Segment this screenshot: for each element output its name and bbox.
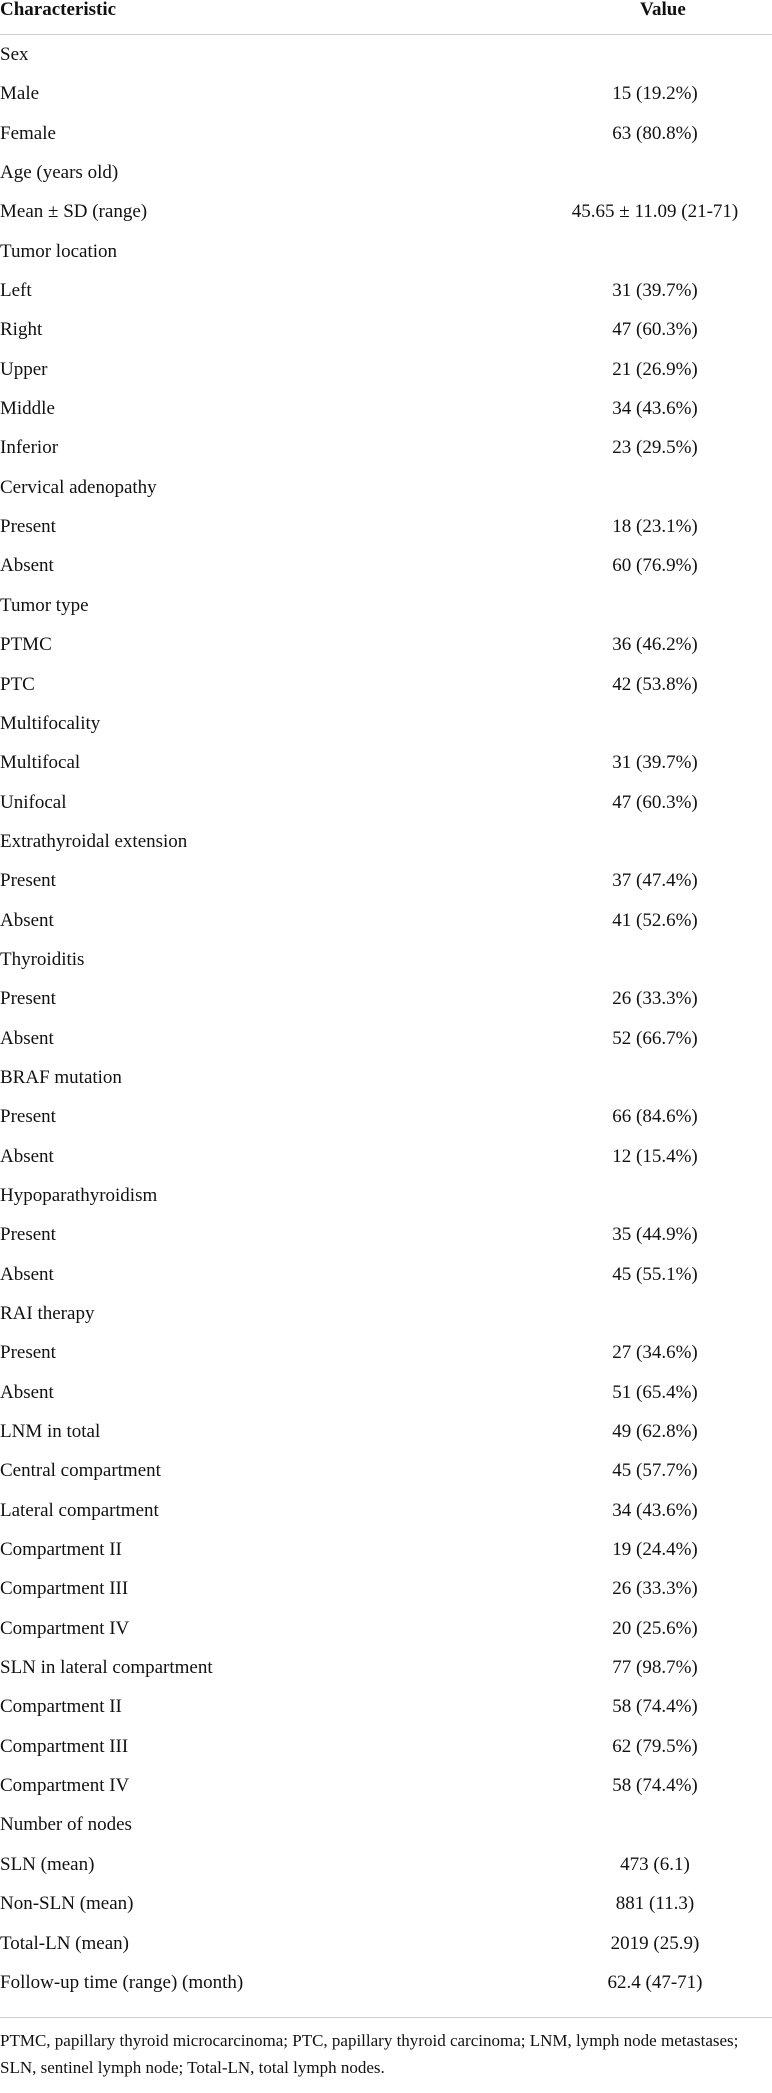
table-row <box>0 1727 772 1766</box>
row-value: 62.4 (47-71) <box>607 1971 703 1993</box>
table-row <box>0 74 772 113</box>
table-row <box>0 1058 772 1097</box>
table-row <box>0 35 772 74</box>
row-value: 35 (44.9%) <box>612 1224 698 1246</box>
row-value: 45 (57.7%) <box>612 1460 698 1482</box>
row-value: 47 (60.3%) <box>612 791 698 813</box>
row-label: Lateral compartment <box>0 1499 159 1521</box>
table-row <box>0 861 772 900</box>
row-value: 47 (60.3%) <box>612 319 698 341</box>
row-label: Absent <box>0 1263 54 1285</box>
row-label: Mean ± SD (range) <box>0 201 148 223</box>
row-value: 12 (15.4%) <box>612 1145 698 1167</box>
row-value: 27 (34.6%) <box>612 1342 698 1364</box>
table-row <box>0 1884 772 1923</box>
table-row <box>0 704 772 743</box>
table-row <box>0 1019 772 1058</box>
row-value: 23 (29.5%) <box>612 437 698 459</box>
table-row <box>0 350 772 389</box>
row-value: 19 (24.4%) <box>612 1539 698 1561</box>
row-value: 45 (55.1%) <box>612 1263 698 1285</box>
row-value: 58 (74.4%) <box>612 1775 698 1797</box>
row-label: Multifocality <box>0 712 101 734</box>
table-row <box>0 665 772 704</box>
row-label: Compartment II <box>0 1539 122 1561</box>
row-value: 31 (39.7%) <box>612 752 698 774</box>
table-row <box>0 1648 772 1687</box>
row-label: Tumor location <box>0 240 117 262</box>
row-label: Non-SLN (mean) <box>0 1893 134 1915</box>
table-row <box>0 1766 772 1805</box>
table-row <box>0 1412 772 1451</box>
row-label: Upper <box>0 358 48 380</box>
table-row <box>0 1491 772 1530</box>
row-value: 473 (6.1) <box>620 1853 690 1875</box>
table-row <box>0 940 772 979</box>
table-row <box>0 389 772 428</box>
row-label: Right <box>0 319 43 341</box>
row-value: 34 (43.6%) <box>612 1499 698 1521</box>
row-label: Multifocal <box>0 752 81 774</box>
row-value: 26 (33.3%) <box>612 1578 698 1600</box>
table-row <box>0 114 772 153</box>
table-row <box>0 1215 772 1254</box>
table-row <box>0 979 772 1018</box>
row-label: Tumor type <box>0 594 89 616</box>
table-row <box>0 1176 772 1215</box>
table-row <box>0 625 772 664</box>
row-value: 52 (66.7%) <box>612 1027 698 1049</box>
row-label: Present <box>0 988 56 1010</box>
header-value: Value <box>640 0 686 20</box>
row-value: 51 (65.4%) <box>612 1381 698 1403</box>
table-row <box>0 1805 772 1844</box>
row-label: Absent <box>0 1145 54 1167</box>
row-value: 66 (84.6%) <box>612 1106 698 1128</box>
table-row <box>0 1569 772 1608</box>
row-label: Present <box>0 1342 56 1364</box>
table-row <box>0 1924 772 1963</box>
table-row <box>0 1373 772 1412</box>
table-row <box>0 1137 772 1176</box>
row-label: Present <box>0 516 56 538</box>
row-value: 37 (47.4%) <box>612 870 698 892</box>
row-label: Extrathyroidal extension <box>0 830 188 852</box>
row-label: PTMC <box>0 634 52 656</box>
row-label: Compartment IV <box>0 1775 130 1797</box>
row-label: Left <box>0 280 32 302</box>
row-value: 60 (76.9%) <box>612 555 698 577</box>
row-value: 881 (11.3) <box>615 1893 695 1915</box>
table-row <box>0 153 772 192</box>
row-value: 42 (53.8%) <box>612 673 698 695</box>
table-header <box>0 0 772 35</box>
row-value: 77 (98.7%) <box>612 1657 698 1679</box>
row-value: 41 (52.6%) <box>612 909 698 931</box>
table-row <box>0 507 772 546</box>
row-value: 34 (43.6%) <box>612 398 698 420</box>
row-label: Absent <box>0 555 54 577</box>
row-label: Absent <box>0 1027 54 1049</box>
row-label: Number of nodes <box>0 1814 132 1836</box>
row-value: 21 (26.9%) <box>612 358 698 380</box>
table-row <box>0 783 772 822</box>
row-label: Central compartment <box>0 1460 161 1482</box>
table-row <box>0 232 772 271</box>
row-value: 49 (62.8%) <box>612 1421 698 1443</box>
row-label: Thyroiditis <box>0 948 85 970</box>
row-label: BRAF mutation <box>0 1066 122 1088</box>
table-row <box>0 1451 772 1490</box>
row-value: 20 (25.6%) <box>612 1617 698 1639</box>
row-value: 45.65 ± 11.09 (21-71) <box>571 201 739 223</box>
row-label: Absent <box>0 1381 54 1403</box>
row-value: 62 (79.5%) <box>612 1735 698 1757</box>
table-row <box>0 901 772 940</box>
row-label: Present <box>0 1106 56 1128</box>
table-body <box>0 35 772 2002</box>
table-row <box>0 428 772 467</box>
table-row <box>0 310 772 349</box>
row-label: Unifocal <box>0 791 67 813</box>
row-label: Sex <box>0 44 29 65</box>
row-value: 2019 (25.9) <box>610 1932 700 1954</box>
row-label: Present <box>0 870 56 892</box>
row-label: Female <box>0 122 56 144</box>
table-row <box>0 743 772 782</box>
row-value: 63 (80.8%) <box>612 122 698 144</box>
table-row <box>0 1097 772 1136</box>
row-label: PTC <box>0 673 35 695</box>
row-label: Compartment III <box>0 1578 129 1600</box>
row-label: Present <box>0 1224 56 1246</box>
row-value: 31 (39.7%) <box>612 280 698 302</box>
row-label: Age (years old) <box>0 162 119 184</box>
table-row <box>0 1255 772 1294</box>
table-bottom-rule <box>0 2017 772 2018</box>
row-label: Male <box>0 83 40 105</box>
row-label: Cervical adenopathy <box>0 476 157 498</box>
row-label: Follow-up time (range) (month) <box>0 1971 244 1993</box>
row-label: LNM in total <box>0 1421 101 1443</box>
row-value: 18 (23.1%) <box>612 516 698 538</box>
row-label: Compartment II <box>0 1696 122 1718</box>
table-row <box>0 1963 772 2002</box>
row-label: RAI therapy <box>0 1303 95 1324</box>
row-label: Compartment III <box>0 1735 129 1757</box>
table-row <box>0 468 772 507</box>
row-label: Total-LN (mean) <box>0 1932 129 1954</box>
row-label: Middle <box>0 398 55 420</box>
table-row <box>0 586 772 625</box>
table-row <box>0 1294 772 1333</box>
table-row <box>0 822 772 861</box>
row-value: 26 (33.3%) <box>612 988 698 1010</box>
row-value: 36 (46.2%) <box>612 634 698 656</box>
row-label: Compartment IV <box>0 1617 130 1639</box>
table-row <box>0 271 772 310</box>
table-row <box>0 1333 772 1372</box>
table-row <box>0 1687 772 1726</box>
table-row <box>0 1845 772 1884</box>
row-label: Absent <box>0 909 54 931</box>
table-footnote: PTMC, papillary thyroid microcarcinoma; PTC, papillary thyroid carcinoma; LNM, lymph node metastases; SLN, sentinel lymph node; Total-LN, total lymph nodes. <box>0 2031 739 2077</box>
header-characteristic: Characteristic <box>0 0 117 20</box>
row-value: 15 (19.2%) <box>612 83 698 105</box>
row-label: SLN in lateral compartment <box>0 1657 213 1679</box>
row-value: 58 (74.4%) <box>612 1696 698 1718</box>
row-label: Hypoparathyroidism <box>0 1184 158 1206</box>
table-row <box>0 192 772 231</box>
table-row <box>0 546 772 585</box>
row-label: SLN (mean) <box>0 1853 95 1875</box>
table-row <box>0 1530 772 1569</box>
row-label: Inferior <box>0 437 59 459</box>
table-row <box>0 1609 772 1648</box>
